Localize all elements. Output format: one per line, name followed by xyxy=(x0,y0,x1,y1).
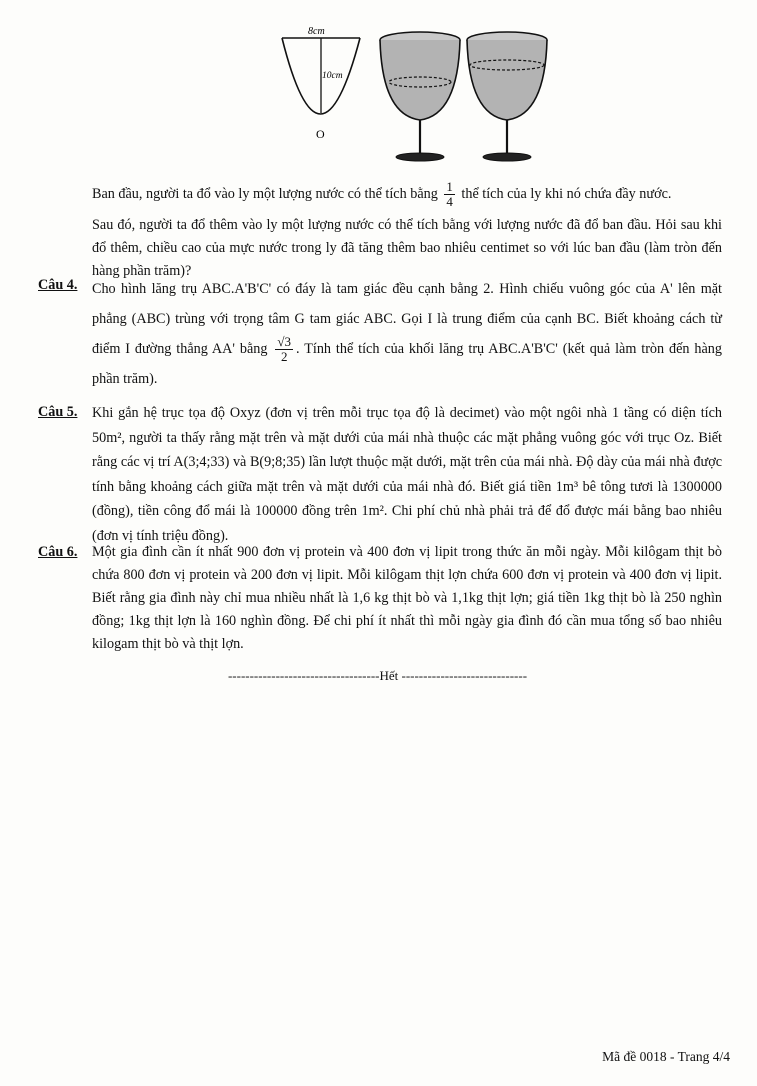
question-6-label: Câu 6. xyxy=(38,544,78,560)
intro-text-a: Ban đầu, người ta đổ vào ly một lượng nước có thể tích bằng xyxy=(92,185,438,202)
intro-line-1 xyxy=(92,180,722,209)
end-marker: -----------------------------------Hết ----------------------------- xyxy=(227,668,528,683)
fraction-numerator: 1 xyxy=(446,179,453,194)
fraction-sqrt3-over-2 xyxy=(275,335,293,364)
glass-figures xyxy=(270,20,550,170)
question-5-text: Khi gắn hệ trục tọa độ Oxyz (đơn vị trên mỗi trục tọa độ là decimet) vào một ngôi nhà 1 tầng có diện tích 50m², người ta thấy rằng mặt trên và mặt dưới của mái nhà thuộc các mặt phẳng vuông góc với trục Oz. Biết rằng các vị trí A(3;4;33) và B(9;8;35) lần lượt thuộc mặt dưới, mặt trên của mái nhà. Độ dày của mái nhà được tính bằng khoảng cách giữa mặt trên và mặt dưới của mái nhà đó. Biết giá tiền 1m³ bê tông tươi là 1300000 (đồng), tiền công đổ mái là 100000 đồng trên 1m². Chi phí chủ nhà phải trả để đổ được mái bằng bao nhiêu (đơn vị tính triệu đồng). xyxy=(92,405,722,544)
question-5-label: Câu 5. xyxy=(38,404,78,420)
glass-diagram xyxy=(270,20,550,170)
question-4-text xyxy=(92,274,722,394)
question-6-text: Một gia đình cần ít nhất 900 đơn vị protein và 400 đơn vị lipit trong thức ăn mỗi ngày. Mỗi kilôgam thịt bò chứa 800 đơn vị protein và 200 đơn vị lipit. Mỗi kilôgam thịt lợn chứa 600 đơn vị protein và 400 đơn vị lipit. Biết rằng gia đình này chỉ mua nhiều nhất là 1,6 kg thịt bò và 1,1kg thịt lợn; giá tiền 1kg thịt bò là 250 nghìn đồng; 1kg thịt lợn là 160 nghìn đồng. Để chi phí ít nhất thì mỗi ngày gia đình đó cần mua tổng số bao nhiêu kilogam thịt bò và thịt lợn. xyxy=(92,544,722,652)
fraction-denominator: 4 xyxy=(446,194,453,209)
question-4-text-b: . Tính thể tích của khối lăng trụ ABC.A'B'C' (kết quả làm tròn đến hàng phần trăm). xyxy=(92,341,722,388)
page-footer: Mã đề 0018 - Trang 4/4 xyxy=(602,1049,730,1064)
intro-paragraph: Sau đó, người ta đổ thêm vào ly một lượng nước có thể tích bằng với lượng nước đã đổ ban đầu. Hỏi sau khi đổ thêm, chiều cao của mực nước trong ly đã tăng thêm bao nhiêu centimet so với lúc ban đầu (làm tròn đến hàng phần trăm)? xyxy=(92,217,722,279)
fraction-numerator: √3 xyxy=(277,334,292,350)
origin-label: O xyxy=(316,127,325,141)
intro-text-b: thể tích của ly khi nó chứa đầy nước. xyxy=(461,185,672,202)
question-4-label: Câu 4. xyxy=(38,277,78,293)
fraction-one-quarter xyxy=(444,180,455,209)
fraction-denominator: 2 xyxy=(280,349,288,365)
question-4-text-a: Cho hình lăng trụ ABC.A'B'C' có đáy là tam giác đều cạnh bằng 2. Hình chiếu vuông góc của A' lên mặt phẳng (ABC) trùng với trọng tâm G tam giác ABC. Gọi I là trung điểm của cạnh BC. Biết khoảng cách từ điểm I đường thẳng AA' bằng xyxy=(92,281,722,357)
height-label: 10cm xyxy=(322,71,343,81)
top-label: 8cm xyxy=(308,26,325,37)
